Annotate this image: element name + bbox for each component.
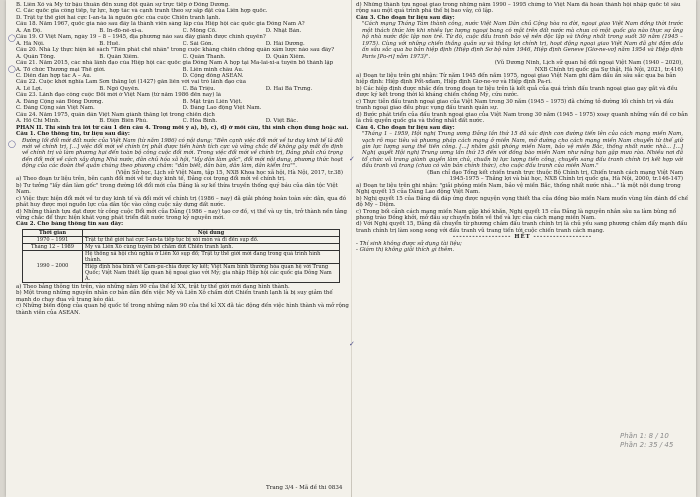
- option-b: B. Ngô Quyền.: [99, 85, 140, 92]
- option-d: D. Nhật Bản.: [265, 27, 302, 34]
- page-footer: Trang 3/4 - Mã đề thi 0834: [266, 485, 343, 491]
- question-text: Câu 20. Nhà Lý thực hiện kế sách "Tiên phát chế nhân" trong cuộc kháng chiến chống quân xâm lược nào sau đây?: [16, 47, 335, 54]
- table-header: Thời gian: [23, 229, 83, 236]
- option-c: C. Bà Triệu.: [182, 85, 216, 92]
- question-1-title: Câu 1. Cho thông tin, tư liệu sau đây:: [16, 131, 130, 138]
- statement: b) Một trong những nguyên nhân cơ bản dẫn đến việc Mỹ và Liên Xô chấm dứt Chiến tranh lạnh là bị suy giảm thế mạnh do chạy đua vũ trang kéo dài.: [16, 290, 333, 303]
- exam-note: - Thí sinh không được sử dụng tài liệu;: [356, 240, 462, 247]
- question-text: Câu 19. Ở Việt Nam, ngày 19 – 8 – 1945, địa phương nào sau đây giành được chính quyền?: [16, 34, 266, 41]
- question-18: [16, 21, 349, 34]
- table-cell: 1970 – 1991: [23, 236, 83, 243]
- table-row: [23, 250, 340, 263]
- page-fold: [351, 0, 352, 497]
- quote-source: (Viện Sử học, Lịch sử Việt Nam, tập 15, NXB Khoa học xã hội, Hà Nội, 2017, tr.38): [115, 169, 343, 176]
- part2-intro: PHẦN II. Thí sinh trả lời từ câu 1 đến câu 4. Trong mỗi ý a), b), c), d) ở mỗi câu, thí sinh chọn đúng hoặc sai.: [16, 124, 349, 131]
- exam-page: [6, 0, 696, 497]
- option-b: B. Mặt trận Liên Việt.: [182, 98, 243, 105]
- question-24: [16, 112, 349, 125]
- check-mark: ✓: [349, 340, 355, 348]
- statement: b) Các hiệp định được nhắc đến trong đoạn tư liệu trên là kết quả của quá trình đấu tranh ngoại giao gay gắt và đều được ký kết trong thời kì kháng chiến chống Mỹ, cứu nước.: [356, 85, 678, 99]
- statement: c) Thực tiễn đấu tranh ngoại giao của Việt Nam trong 30 năm (1945 – 1975) đã chứng tỏ đường lối chính trị và đấu tranh ngoại giao đều phục vụng đấu tranh quân sự.: [356, 98, 674, 112]
- option-a: A. Hồ Chí Minh.: [16, 118, 61, 125]
- circle-mark: ◯: [8, 140, 16, 148]
- quote-source: (Ban chỉ đạo Tổng kết chiến tranh trực thuộc Bộ Chính trị, Chiến tranh cách mạng Việt Nam: [427, 169, 683, 176]
- table-row: [23, 236, 340, 243]
- option-c: C. Diễn đàn hợp tác Á – Âu.: [16, 72, 92, 79]
- quote-source: (Vũ Dương Ninh, Lịch sử quan hệ đối ngoại Việt Nam (1940 – 2020),: [494, 60, 683, 67]
- check-mark: ✓: [349, 155, 355, 163]
- option-a: A. Lê Lợi.: [16, 85, 43, 92]
- end-marker: ------------------ HẾT ------------------: [452, 234, 593, 241]
- question-text: Câu 22. Cuộc khởi nghĩa Lam Sơn thắng lợi (1427) gắn liền với vai trò lãnh đạo của: [16, 79, 246, 86]
- left-column: [16, 2, 349, 492]
- option-c: C. Mông Cổ.: [182, 27, 217, 34]
- option-c: C. Hòa Bình.: [182, 118, 218, 125]
- circle-mark: ◯: [8, 65, 16, 73]
- option-b: B. Điện Biên Phủ.: [99, 118, 148, 125]
- answer-option: C. Các quốc gia công tiếp, tự lực, hợp tác và cạnh tranh theo sự sắp đặt của Liên hợp quốc.: [16, 8, 268, 15]
- answer-options: [16, 105, 349, 111]
- option-a: A. Quân Tống.: [16, 53, 56, 60]
- handwritten-score-1: Phần 1: 8 / 10: [620, 432, 669, 440]
- question-4-title: Câu 4. Cho đoạn tư liệu sau đây:: [356, 124, 455, 131]
- statement: a) Đoạn tư liệu trên ghi nhận: "giải phóng miền Nam, bảo vệ miền Bắc, thống nhất nước nhà..." là một nội dung trong Nghị quyết 15 của Đảng Lao động Việt Nam.: [356, 182, 681, 196]
- question-3-title: Câu 3. Cho đoạn tư liệu sau đây:: [356, 14, 455, 21]
- option-a: A. Hà Nội.: [16, 40, 45, 47]
- table-header: Nội dung: [83, 229, 340, 236]
- option-c: C. Đảng Cộng sản Việt Nam.: [16, 105, 95, 112]
- option-a: A. Tổ chức Thương mại Thế giới.: [16, 66, 106, 73]
- option-d: D. Việt Bắc.: [265, 118, 299, 125]
- option-b: B. In-đô-nê-xi-a.: [99, 27, 143, 34]
- question-22: [16, 79, 349, 92]
- statement: d) Những thành tựu ngoại giao trong những năm 1990 – 1995 chứng tỏ Việt Nam đã hoàn thành hội nhập quốc tế sâu rộng sau một quá trình phá thế bị bao vây, cô lập.: [356, 2, 681, 15]
- option-d: D. Đảng Lao động Việt Nam.: [182, 105, 262, 112]
- statement: b) Nghị quyết 15 của Đảng đã đáp ứng được nguyện vọng thiết tha của đồng bào miền Nam muốn vùng lên đánh đổ chế độ Mỹ – Diệm.: [356, 195, 689, 209]
- answer-option: B. Liên Xô và Mỹ từ bậu thuẫn đến xung đột quân sự trực tiếp ở Đông Dương.: [16, 2, 230, 8]
- statement: d) Với Nghị quyết 15, Đảng đã chuyển từ phương châm đấu tranh chính trị là chủ yếu sang phương châm đẩy mạnh đấu tranh chính trị làm song song với đấu tranh vũ trang tiến tới cuộc chiến tranh cách mạng.: [356, 221, 688, 234]
- statement: c) Những biến động của quan hệ quốc tế trong những năm 90 của thế kỉ XX đã tác động đến việc hình thành và mở rộng thành viên của ASEAN.: [16, 303, 349, 316]
- quote-block: Đường lối đổi mới đất nước của Việt Nam (từ năm 1986) có nội dung: "Bên cạnh việc đổi mới về tư duy kinh tế là đổi mới về chính trị, [...] việc đổi mới về chính trị phải được tiến hành tích cực và vững chắc để không gây mất ổn định về chính trị và làm phương hại đến toàn bộ công cuộc đổi mới. Trong việc đổi mới về chính trị, Đảng phải chú trọng đến đổi mới về cách xây dựng Nhà nước, dân chủ hóa xã hội, "lấy dân làm gốc", đổi mới nội dung, phương thức hoạt động của các đoàn thể quần chúng theo phương châm: "dân biết, dân bàn, dân làm, dân kiểm tra"".: [22, 137, 343, 170]
- statement: d) Những thành tựu đạt được từ công cuộc Đổi mới của Đảng (1986 – nay) tạo cơ đồ, vị thế và uy tín, trở thành nền tảng vững chắc để thực hiện khát vọng phát triển đất nước trong kỷ nguyên mới.: [16, 208, 348, 221]
- answer-options: [16, 118, 349, 124]
- option-c: C. Quân Thanh.: [182, 53, 226, 60]
- quote-block: "Cách mạng Tháng Tám thành công, nước Việt Nam Dân chủ Cộng hòa ra đời, ngoại giao Việt Nam đồng thời trước một thách thức lớn khi nhiều lực lượng ngoại bang có mặt trên đất nước mà chưa có một quốc gia nào thực sự ủng hộ nhà nước độc lập non trẻ. Từ đó, cuộc đấu tranh bảo vệ nền độc lập và thống nhất trong suốt 30 năm (1945 – 1975). Cùng với những chiến thắng quân sự và thắng lợi chính trị, hoạt động ngoại giao Việt Nam đã ghi đậm dấu ấn sâu sắc qua ba bản hiệp định (Hiệp định Sơ bộ năm 1946, Hiệp định Geneve [Giơ-ne-vơ] năm 1954 và Hiệp định Paris [Pa-ri] năm 1973)".: [362, 21, 683, 60]
- option-d: D. Hai Bà Trưng.: [265, 85, 313, 92]
- statement: b) Tư tưởng "lấy dân làm gốc" trong đường lối đổi mới của Đảng là sự kế thừa truyền thống quý báu của dân tộc Việt Nam.: [16, 182, 338, 196]
- quote-source: NXB Chính trị quốc gia Sự thật, Hà Nội, 2021, tr.416): [534, 66, 683, 73]
- question-19: [16, 34, 349, 47]
- question-text: Câu 23. Lãnh đạo công cuộc Đổi mới ở Việt Nam (từ năm 1986 đến nay) là: [16, 92, 222, 99]
- option-a: A. Ấn Độ.: [16, 27, 42, 34]
- statement: a) Theo bảng thông tin trên, vào những năm 90 của thế kỉ XX, trật tự thế giới mới đang hình thành.: [16, 283, 290, 290]
- question-23: [16, 92, 349, 111]
- option-d: D. Cộng đồng ASEAN.: [182, 72, 244, 79]
- table-cell: Trật tự thế giới hai cực I-an-ta tiếp tục bị xói mòn và đi đến sụp đổ.: [83, 236, 340, 243]
- option-c: C. Sài Gòn.: [182, 40, 214, 47]
- question-2-title: Câu 2. Cho bảng thông tin sau đây:: [16, 221, 124, 228]
- option-d: D. Quân Xiêm.: [265, 53, 306, 60]
- question-text: Câu 24. Năm 1975, quân dân Việt Nam giành thắng lợi trong chiến dịch: [16, 111, 215, 118]
- option-b: B. Liên minh châu Âu.: [182, 66, 244, 73]
- option-b: B. Quân Xiêm.: [99, 53, 139, 60]
- question-20: [16, 47, 349, 60]
- exam-note: - Giám thị không giải thích gì thêm.: [356, 247, 455, 254]
- question-text: Câu 18. Năm 1967, quốc gia nào sau đây là thành viên sáng lập của Hiệp hội các quốc gia Đông Nam Á?: [16, 21, 305, 28]
- statement: a) Đoạn tư liệu trên ghi nhận: Từ năm 1945 đến năm 1975, ngoại giao Việt Nam ghi đậm dấu ấn sâu sắc qua ba bản hiệp định: Hiệp định Pốt-xđam, Hiệp định Giơ-ne-vơ và Hiệp định Pa-ri.: [356, 72, 676, 86]
- statement: c) Việc thực hiện đổi mới về tư duy kinh tế và đổi mới về chính trị (1986 – nay) đã giải phóng hoàn toàn sức dân, qua đó phát huy được mọi nguồn lực của dân tộc vào công cuộc xây dựng đất nước.: [16, 195, 347, 209]
- question-text: Câu 21. Năm 2015, các nhà lãnh đạo của Hiệp hội các quốc gia Đông Nam Á họp tại Ma-lai-xi-a tuyên bố thành lập: [16, 60, 334, 67]
- table-cell: 1990 – 2000: [23, 250, 83, 282]
- statement: c) Trong bối cảnh cách mạng miền Nam gặp khó khăn, Nghị quyết 15 của Đảng là nguyên nhân sâu xa làm bùng nổ phong trào Đồng khởi, mở đầu sự chuyển biến về thế và lực của cách mạng miền Nam.: [356, 208, 677, 221]
- table-cell: Tháng 12 – 1989: [23, 243, 83, 250]
- table-cell: Mỹ và Liên Xô cùng tuyên bố chấm dứt Chiến tranh lạnh.: [83, 243, 340, 250]
- handwritten-score-2: Phần 2: 35 / 45: [620, 441, 674, 449]
- table-cell: Hệ thống xã hội chủ nghĩa ở Liên Xô sụp đổ; Trật tự thế giới mới đang trong quá trình hình thành.: [83, 250, 340, 263]
- quote-source: 1945-1975 – Thắng lợi và bài học, NXB Chính trị quốc gia, Hà Nội, 2000, tr.146-147): [449, 176, 683, 183]
- option-d: D. Hải Dương.: [265, 40, 305, 47]
- quote-block: "Tháng 1 – 1959, Hội nghị Trung ương Đảng lần thứ 15 đã xác định con đường tiến lên của cách mạng miền Nam, vạch rõ mục tiêu và phương pháp cách mạng ở miền Nam, mở đường cho cách mạng miền Nam chuyển từ thế giữ gìn lực lượng sang thế tiến công. [...] nhằm giải phóng miền Nam, bảo vệ miền Bắc, thống nhất nước nhà... [...] Nghị quyết Hội nghị Trung ương lần thứ 15 đến với đồng bào miền Nam như nắng hạn gặp mưa rào. Nhiều nơi đã tổ chức vũ trang giành quyền làm chủ, chuẩn bị lực lượng tiến công, chuyển sang đấu tranh chính trị kết hợp với đấu tranh vũ trang (chưa có văn bản chính thức), cho cuộc đấu tranh của miền Nam.": [362, 131, 683, 170]
- question-21: [16, 60, 349, 79]
- option-a: A. Đảng Cộng sản Đông Dương.: [16, 98, 104, 105]
- option-b: B. Huế.: [99, 40, 121, 47]
- statement: a) Theo đoạn tư liệu trên, bên cạnh đổi mới về tư duy kinh tế, Đảng coi trọng đổi mới về chính trị.: [16, 176, 286, 183]
- right-column: [356, 2, 689, 492]
- table-row: [23, 243, 340, 250]
- circle-mark: ◯: [8, 34, 16, 42]
- answer-option: D. Trật tự thế giới hai cực I-an-ta là nguồn gốc của cuộc Chiến tranh lạnh.: [16, 14, 221, 21]
- table-cell: Hiệp định hòa bình về Cam-pu-chia được ký kết; Việt Nam bình thường hóa quan hệ với Trung Quốc; Việt Nam thiết lập quan hệ ngoại giao với Mỹ; gia nhập Hiệp hội các quốc gia Đông Nam Á.: [83, 263, 340, 282]
- statement: d) Bước phát triển của đấu tranh ngoại giao của Việt Nam trong 30 năm (1945 – 1975) xoay quanh những vấn đề cơ bản là chủ quyền quốc gia và thống nhất đất nước.: [356, 111, 688, 125]
- info-table: [22, 229, 340, 283]
